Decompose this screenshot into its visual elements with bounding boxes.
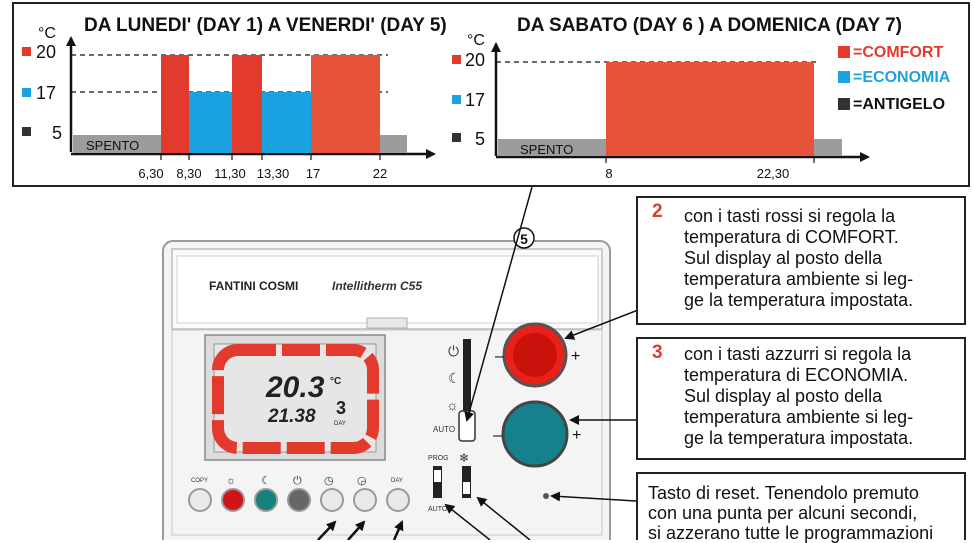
power-off-icon: ⏻ [293,475,302,487]
power-off-icon: ⏻ [448,343,460,359]
legend-economia-label: =ECONOMIA [853,69,951,86]
economy-button[interactable] [255,489,277,511]
economy-blue-knob[interactable] [503,402,567,466]
weekday-level-17-marker [22,88,31,97]
callout-economia-number: 3 [652,342,663,363]
weekend-bar-comfort [606,62,814,156]
moon-icon: ☾ [261,475,271,487]
callout-economia-line: temperatura di ECONOMIA. [684,365,909,385]
weekend-spento-label: SPENTO [520,142,574,157]
lcd-secondary-value: 21.38 [268,406,316,427]
clock-forward-button[interactable] [321,489,343,511]
weekday-level-17-label: 17 [36,83,57,103]
comfort-button[interactable] [222,489,244,511]
callout-comfort-line: Sul display al posto della [684,248,883,268]
callout-comfort-line: con i tasti rossi si regola la [684,206,896,226]
weekend-level-17-label: 17 [465,90,486,110]
weekday-chart-title: DA LUNEDI' (DAY 1) A VENERDI' (DAY 5) [84,15,447,36]
legend-comfort-swatch [838,46,850,58]
weekday-tick-label: 11,30 [214,166,246,181]
mode-slider-knob[interactable] [459,411,475,441]
callout-reset-line: si azzerano tutte le programmazioni [648,523,934,543]
callout-economia-line: Sul display al posto della [684,386,883,406]
callout-comfort [636,196,966,325]
weekday-bar-comfort-1 [161,55,189,153]
weekend-level-5-label: 5 [475,129,486,149]
callout-reset-line: con una punta per alcuni secondi, [648,503,918,523]
weekday-bar-spento-evening [380,135,407,153]
weekend-level-20-label: 20 [465,50,486,70]
callout-comfort-line: temperatura di COMFORT. [684,227,899,247]
prog-auto-switch-knob [434,470,441,482]
lcd-temperature: 20.3 [266,371,325,404]
auto-switch-label: AUTO [428,506,448,513]
weekend-chart-title: DA SABATO (DAY 6 ) A DOMENICA (DAY 7) [517,15,902,36]
off-button[interactable] [288,489,310,511]
weekend-level-5-marker [452,133,461,142]
legend-economia-swatch [838,71,850,83]
callout-economia-line: temperatura ambiente si leg- [684,407,914,427]
weekend-y-unit: °C [467,32,485,49]
lcd-day-number: 3 [336,398,347,418]
weekday-bar-comfort-2 [232,55,262,153]
comfort-red-knob-center [513,333,557,377]
weekday-tick-label: 8,30 [176,166,202,181]
mode-legend [838,44,951,113]
day-button-label: DAY [391,478,403,484]
weekday-bar-economia-1 [189,92,232,153]
weekday-bar-comfort-3 [311,55,380,153]
lcd-day-label: DAY [334,421,346,427]
snowflake-icon: ❄ [459,451,470,465]
weekend-tick-label: 22,30 [756,166,790,181]
day-button[interactable] [387,489,409,511]
weekday-tick-label: 13,30 [256,166,290,181]
callout-economia-line: con i tasti azzurri si regola la [684,344,912,364]
weekday-level-20-label: 20 [36,42,57,62]
weekend-level-17-marker [452,95,461,104]
model-name: Intellitherm C55 [332,279,423,293]
copy-button-label: COPY [191,478,209,484]
reset-button[interactable] [543,493,549,499]
weekend-level-20-marker [452,55,461,64]
device-latch [367,318,407,328]
callout-reset-line: Tasto di reset. Tenendolo premuto [648,483,919,503]
weekday-spento-label: SPENTO [86,138,140,153]
callout-economia-line: ge la temperatura impostata. [684,428,914,448]
clock-icon: ◷ [324,475,334,487]
weekday-y-unit: °C [38,25,56,42]
clock-back-icon: ◶ [357,475,367,487]
callout-comfort-number: 2 [652,201,663,222]
weekday-tick-label: 22 [372,166,388,181]
legend-antigelo-label: =ANTIGELO [853,96,946,113]
comfort-minus-label: – [495,348,504,365]
weekday-level-5-label: 5 [52,123,63,143]
callout-comfort-line: ge la temperatura impostata. [684,290,914,310]
comfort-plus-label: + [571,348,581,365]
weekday-bar-economia-2 [262,92,311,153]
weekend-bar-spento-evening [814,139,842,156]
economy-minus-label: – [493,427,502,444]
auto-mode-label: AUTO [433,425,456,434]
clock-back-button[interactable] [354,489,376,511]
lcd-display [205,335,385,460]
weekend-tick-label: 8 [605,166,613,181]
lcd-temperature-unit: °C [330,376,342,387]
weekday-level-20-marker [22,47,31,56]
thermostat-device [163,241,610,540]
callout-comfort-line: temperatura ambiente si leg- [684,269,914,289]
prog-label: PROG [428,455,449,462]
sun-icon: ☼ [226,475,237,487]
callout-economia [636,337,966,460]
copy-button[interactable] [189,489,211,511]
sun-icon: ☼ [446,397,459,413]
callout-marker-number: 5 [520,231,528,247]
weekday-tick-label: 6,30 [138,166,164,181]
callout-reset [636,472,966,543]
season-switch-knob [463,482,470,494]
weekday-tick-label: 17 [305,166,321,181]
legend-antigelo-swatch [838,98,850,110]
economy-plus-label: + [572,427,582,444]
weekday-level-5-marker [22,127,31,136]
brand-logo-text: FANTINI COSMI [209,279,299,293]
legend-comfort-label: =COMFORT [853,44,944,61]
moon-icon: ☾ [448,370,461,386]
